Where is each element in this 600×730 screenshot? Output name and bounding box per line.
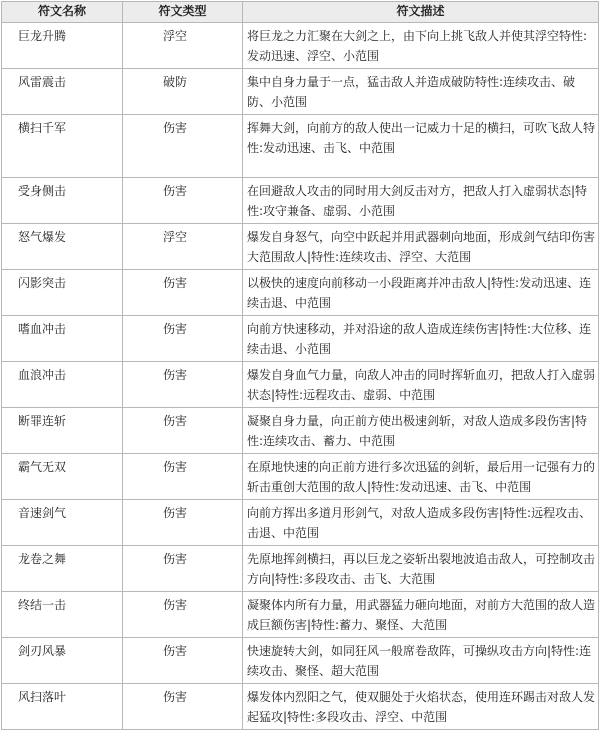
rune-table <box>1 1 599 730</box>
rune-desc: 集中自身力量于一点，猛击敌人并造成破防特性:连续攻击、破防、小范围 <box>243 69 599 115</box>
rune-type: 伤害 <box>123 115 243 178</box>
table-row <box>2 546 599 592</box>
rune-type: 浮空 <box>123 224 243 270</box>
table-row <box>2 224 599 270</box>
rune-type: 伤害 <box>123 270 243 316</box>
rune-type: 伤害 <box>123 546 243 592</box>
rune-desc: 在原地快速的向正前方进行多次迅猛的剑斩，最后用一记强有力的斩击重创大范围的敌人|特性:发动迅速、击飞、中范围 <box>243 454 599 500</box>
rune-name: 风雷震击 <box>2 69 123 115</box>
table-row <box>2 178 599 224</box>
table-row <box>2 684 599 730</box>
rune-type: 伤害 <box>123 362 243 408</box>
rune-desc: 爆发自身怒气，向空中跃起并用武器刺向地面，形成剑气结印伤害大范围敌人|特性:连续攻击、浮空、大范围 <box>243 224 599 270</box>
table-row <box>2 454 599 500</box>
rune-name: 终结一击 <box>2 592 123 638</box>
rune-name: 血浪冲击 <box>2 362 123 408</box>
table-row <box>2 270 599 316</box>
rune-desc: 凝聚自身力量，向正前方使出极速剑斩，对敌人造成多段伤害|特性:连续攻击、蓄力、中范围 <box>243 408 599 454</box>
rune-name: 横扫千军 <box>2 115 123 178</box>
rune-desc: 以极快的速度向前移动一小段距离并冲击敌人|特性:发动迅速、连续击退、中范围 <box>243 270 599 316</box>
table-row <box>2 408 599 454</box>
rune-name: 龙卷之舞 <box>2 546 123 592</box>
table-row <box>2 362 599 408</box>
header-rune-name: 符文名称 <box>2 2 123 23</box>
rune-desc: 在回避敌人攻击的同时用大剑反击对方，把敌人打入虚弱状态|特性:攻守兼备、虚弱、小范围 <box>243 178 599 224</box>
table-row <box>2 592 599 638</box>
table-row <box>2 316 599 362</box>
rune-name: 闪影突击 <box>2 270 123 316</box>
rune-name: 嗜血冲击 <box>2 316 123 362</box>
rune-name: 风扫落叶 <box>2 684 123 730</box>
rune-desc: 凝聚体内所有力量，用武器猛力砸向地面，对前方大范围的敌人造成巨额伤害|特性:蓄力、聚怪、大范围 <box>243 592 599 638</box>
rune-type: 伤害 <box>123 408 243 454</box>
table-row <box>2 23 599 69</box>
rune-table-container <box>1 1 598 730</box>
rune-desc: 向前方快速移动，并对沿途的敌人造成连续伤害|特性:大位移、连续击退、小范围 <box>243 316 599 362</box>
rune-name: 剑刃风暴 <box>2 638 123 684</box>
rune-name: 巨龙升腾 <box>2 23 123 69</box>
rune-type: 伤害 <box>123 684 243 730</box>
rune-desc: 爆发体内烈阳之气，使双腿处于火焰状态，使用连环踢击对敌人发起猛攻|特性:多段攻击、浮空、中范围 <box>243 684 599 730</box>
rune-desc: 先原地挥剑横扫，再以巨龙之姿斩出裂地波追击敌人，可控制攻击方向|特性:多段攻击、击飞、大范围 <box>243 546 599 592</box>
rune-type: 伤害 <box>123 316 243 362</box>
rune-type: 伤害 <box>123 500 243 546</box>
rune-type: 伤害 <box>123 592 243 638</box>
rune-type: 伤害 <box>123 454 243 500</box>
rune-desc: 快速旋转大剑，如同狂风一般席卷敌阵，可操纵攻击方向|特性:连续攻击、聚怪、超大范围 <box>243 638 599 684</box>
rune-type: 伤害 <box>123 638 243 684</box>
rune-type: 浮空 <box>123 23 243 69</box>
rune-desc: 向前方挥出多道月形剑气，对敌人造成多段伤害|特性:远程攻击、击退、中范围 <box>243 500 599 546</box>
rune-name: 音速剑气 <box>2 500 123 546</box>
rune-desc: 将巨龙之力汇聚在大剑之上，由下向上挑飞敌人并使其浮空特性:发动迅速、浮空、小范围 <box>243 23 599 69</box>
rune-desc: 爆发自身血气力量，向敌人冲击的同时挥斩血刃，把敌人打入虚弱状态|特性:远程攻击、虚弱、中范围 <box>243 362 599 408</box>
rune-name: 受身侧击 <box>2 178 123 224</box>
rune-name: 霸气无双 <box>2 454 123 500</box>
table-row <box>2 500 599 546</box>
table-row <box>2 69 599 115</box>
table-row <box>2 638 599 684</box>
header-rune-type: 符文类型 <box>123 2 243 23</box>
table-row <box>2 115 599 178</box>
rune-type: 伤害 <box>123 178 243 224</box>
rune-type: 破防 <box>123 69 243 115</box>
rune-name: 断罪连斩 <box>2 408 123 454</box>
header-rune-desc: 符文描述 <box>243 2 599 23</box>
rune-desc: 挥舞大剑，向前方的敌人使出一记威力十足的横扫，可吹飞敌人特性:发动迅速、击飞、中范围 <box>243 115 599 178</box>
rune-name: 怒气爆发 <box>2 224 123 270</box>
header-row <box>2 2 599 23</box>
